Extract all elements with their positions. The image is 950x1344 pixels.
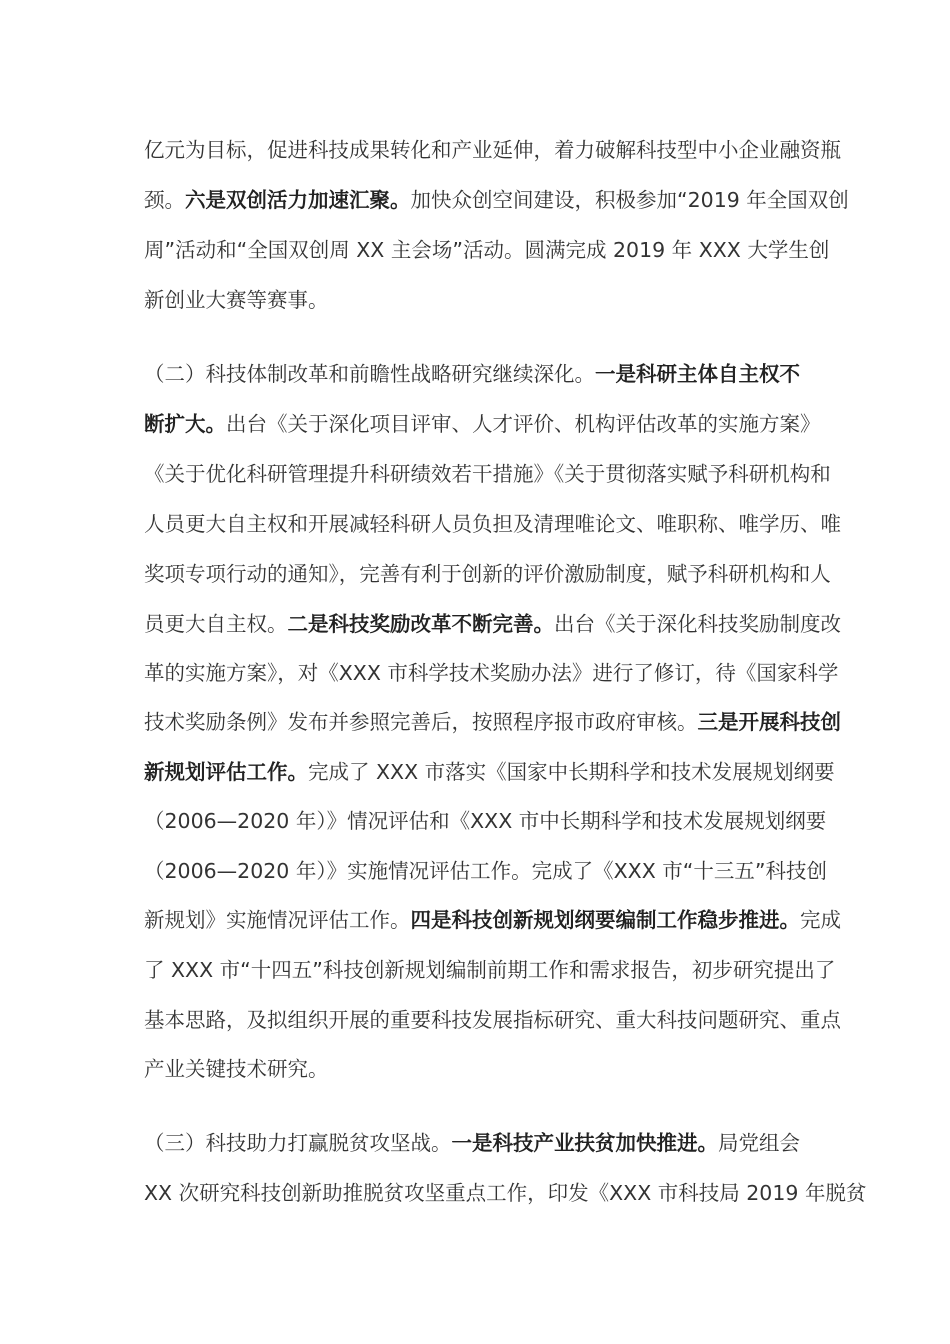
text-run: 出台《关于深化项目评审、人才评价、机构评估改革的实施方案》 (226, 412, 821, 436)
text-run: 革的实施方案》，对《XXX 市科学技术奖励办法》进行了修订，待《国家科学 (144, 661, 839, 685)
text-run: 了 XXX 市“十四五”科技创新规划编制前期工作和需求报告，初步研究提出了 (144, 958, 836, 982)
bold-text-run: 新规划评估工作。 (144, 760, 308, 784)
text-line (144, 133, 841, 167)
text-run: 周”活动和“全国双创周 XX 主会场”活动。圆满完成 2019 年 XXX 大学生创 (144, 238, 830, 262)
text-run: 完成 (800, 908, 841, 932)
text-run: 产业关键技术研究。 (144, 1057, 329, 1081)
text-line (144, 1003, 841, 1037)
text-line (144, 283, 814, 317)
text-line (144, 557, 831, 591)
text-run: 颈。 (144, 188, 185, 212)
text-run: 技术奖励条例》发布并参照完善后，按照程序报市政府审核。 (144, 710, 698, 734)
text-line (144, 705, 841, 739)
text-run: 员更大自主权。 (144, 612, 288, 636)
bold-text-run: 断扩大。 (144, 412, 226, 436)
text-line (144, 183, 849, 217)
text-line (144, 1176, 867, 1210)
text-run: 完成了 XXX 市落实《国家中长期科学和技术发展规划纲要 (308, 760, 835, 784)
text-run: （二）科技体制改革和前瞻性战略研究继续深化。 (144, 362, 595, 386)
text-run: （2006—2020 年）》情况评估和《XXX 市中长期科学和技术发展规划纲要 (144, 809, 827, 833)
text-line (144, 953, 836, 987)
text-line (144, 656, 839, 690)
text-run: 基本思路，及拟组织开展的重要科技发展指标研究、重大科技问题研究、重点 (144, 1008, 841, 1032)
bold-text-run: 一是科研主体自主权不 (595, 362, 800, 386)
text-run: 奖项专项行动的通知》，完善有利于创新的评价激励制度，赋予科研机构和人 (144, 562, 831, 586)
text-line (144, 903, 841, 937)
text-line (144, 1126, 814, 1160)
text-line (144, 755, 835, 789)
text-line (144, 507, 841, 541)
text-line (144, 457, 831, 491)
bold-text-run: 六是双创活力加速汇聚。 (185, 188, 411, 212)
text-line (144, 233, 830, 267)
text-line (144, 804, 827, 838)
text-line (144, 1052, 814, 1086)
text-run: （三）科技助力打赢脱贫攻坚战。 (144, 1131, 452, 1155)
text-run: 亿元为目标，促进科技成果转化和产业延伸，着力破解科技型中小企业融资瓶 (144, 138, 841, 162)
bold-text-run: 三是开展科技创 (697, 710, 841, 734)
bold-text-run: 二是科技奖励改革不断完善。 (287, 612, 554, 636)
text-run: （2006—2020 年）》实施情况评估工作。完成了《XXX 市“十三五”科技创 (144, 859, 827, 883)
bold-text-run: 一是科技产业扶贫加快推进。 (451, 1131, 718, 1155)
text-line (144, 854, 827, 888)
bold-text-run: 四是科技创新规划纲要编制工作稳步推进。 (410, 908, 800, 932)
text-run: 加快众创空间建设，积极参加“2019 年全国双创 (410, 188, 849, 212)
text-line (144, 607, 841, 641)
text-line (144, 407, 821, 441)
text-run: 新创业大赛等赛事。 (144, 288, 329, 312)
text-run: XX 次研究科技创新助推脱贫攻坚重点工作，印发《XXX 市科技局 2019 年脱贫 (144, 1181, 867, 1205)
text-run: 《关于优化科研管理提升科研绩效若干措施》《关于贯彻落实赋予科研机构和 (144, 462, 831, 486)
text-line (144, 357, 814, 391)
text-run: 新规划》实施情况评估工作。 (144, 908, 411, 932)
text-run: 人员更大自主权和开展减轻科研人员负担及清理唯论文、唯职称、唯学历、唯 (144, 512, 841, 536)
text-run: 局党组会 (718, 1131, 800, 1155)
text-run: 出台《关于深化科技奖励制度改 (554, 612, 841, 636)
